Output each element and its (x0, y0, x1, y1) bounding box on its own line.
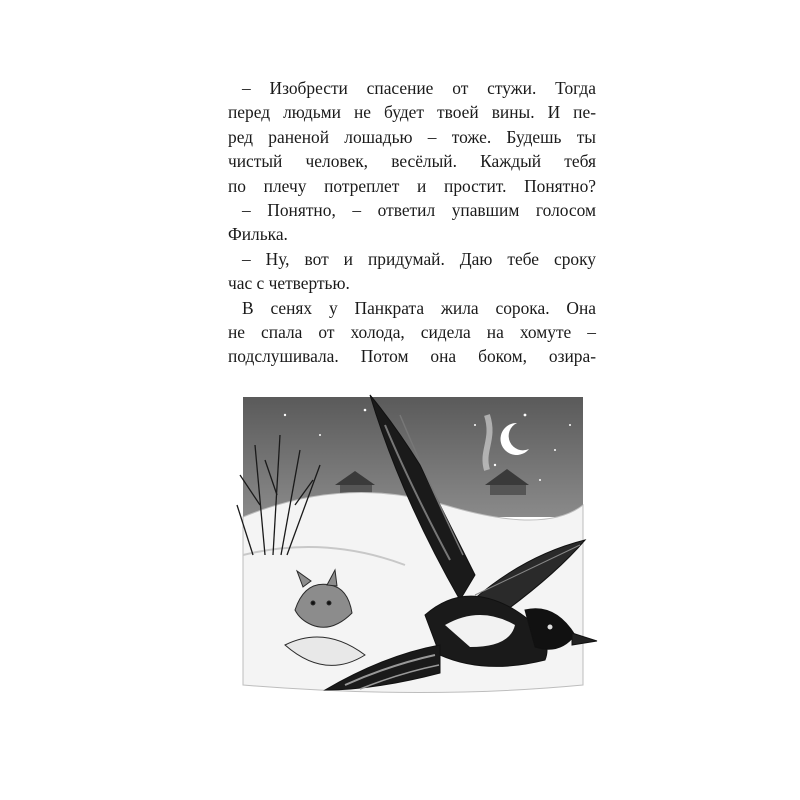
paragraph-1 (228, 76, 596, 198)
text-line: – Ну, вот и придумай. Даю тебе сроку (242, 248, 596, 269)
body-text (228, 76, 596, 369)
text-line: перед людьми не будет твоей вины. И пе- (228, 102, 596, 123)
magpie-illustration (225, 355, 605, 705)
text-line: – Понятно, – ответил упавшим голосом (242, 199, 596, 220)
text-line: – Изобрести спасение от стужи. Тогда (242, 78, 596, 98)
paragraph-2 (228, 198, 596, 247)
text-line: ред раненой лошадью – тоже. Будешь ты (228, 126, 596, 147)
text-line: по плечу потреплет и простит. Понятно? (228, 175, 596, 196)
text-line: не спала от холода, сидела на хомуте – (228, 321, 596, 342)
magpie-beak (572, 633, 597, 645)
paragraph-3 (228, 247, 596, 296)
text-line: час с четвертью. (228, 273, 350, 294)
text-line: Филька. (228, 224, 288, 245)
text-line: В сенях у Панкрата жила сорока. Она (242, 297, 596, 318)
text-line: чистый человек, весёлый. Каждый тебя (228, 151, 596, 172)
text-line: подслушивала. Потом она боком, озира- (228, 346, 596, 367)
